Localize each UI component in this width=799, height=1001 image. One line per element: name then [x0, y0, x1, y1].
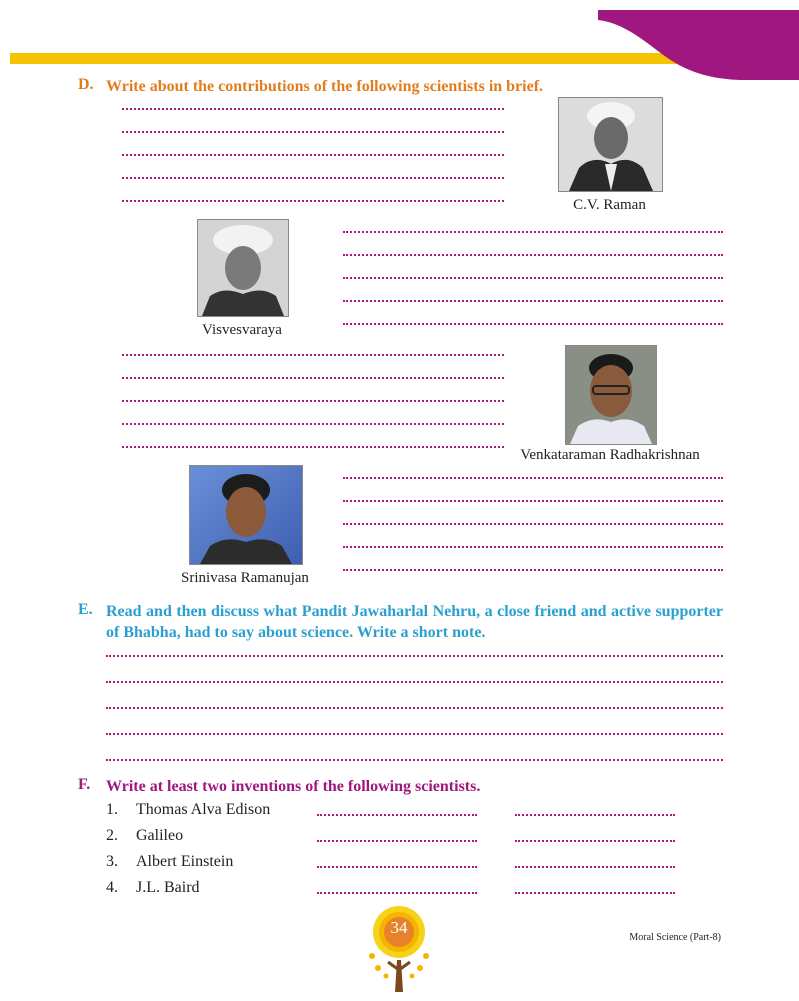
section-f-letter: F.: [78, 776, 91, 793]
ramanujan-photo: [189, 465, 303, 565]
writing-line[interactable]: [343, 546, 723, 548]
header-swoosh: [590, 0, 799, 80]
cv-raman-photo: [558, 97, 663, 192]
visvesvaraya-photo: [197, 219, 289, 317]
answer-line[interactable]: [317, 814, 477, 816]
answer-line[interactable]: [515, 892, 675, 894]
radhakrishnan-caption: Venkataraman Radhakrishnan: [520, 447, 700, 463]
answer-line[interactable]: [317, 892, 477, 894]
list-number: 1.: [106, 801, 118, 818]
writing-line[interactable]: [122, 400, 504, 402]
answer-line[interactable]: [515, 866, 675, 868]
page-number: 34: [390, 918, 408, 937]
writing-line[interactable]: [343, 277, 723, 279]
writing-line[interactable]: [106, 759, 723, 761]
writing-line[interactable]: [106, 707, 723, 709]
list-number: 3.: [106, 853, 118, 870]
scientist-name: Galileo: [136, 827, 184, 844]
writing-line[interactable]: [343, 323, 723, 325]
writing-line[interactable]: [122, 377, 504, 379]
writing-line[interactable]: [122, 446, 504, 448]
cv-raman-caption: C.V. Raman: [573, 197, 646, 213]
writing-line[interactable]: [122, 177, 504, 179]
writing-line[interactable]: [122, 154, 504, 156]
section-f-prompt: Write at least two inventions of the following scientists.: [106, 778, 481, 795]
writing-line[interactable]: [343, 254, 723, 256]
answer-line[interactable]: [317, 866, 477, 868]
radhakrishnan-photo: [565, 345, 657, 445]
book-title: Moral Science (Part-8): [629, 932, 721, 943]
answer-line[interactable]: [515, 840, 675, 842]
ramanujan-caption: Srinivasa Ramanujan: [181, 570, 309, 586]
writing-line[interactable]: [343, 569, 723, 571]
writing-line[interactable]: [343, 477, 723, 479]
writing-line[interactable]: [122, 200, 504, 202]
section-d-letter: D.: [78, 76, 94, 93]
writing-line[interactable]: [343, 231, 723, 233]
section-d-prompt: Write about the contributions of the following scientists in brief.: [106, 78, 544, 95]
answer-line[interactable]: [515, 814, 675, 816]
page-number-badge: [364, 904, 434, 996]
section-e-prompt: Read and then discuss what Pandit Jawaharlal Nehru, a close friend and active supporter of Bhabha, had to say about science. Write a short note.: [106, 603, 723, 641]
answer-line[interactable]: [317, 840, 477, 842]
writing-line[interactable]: [122, 108, 504, 110]
writing-line[interactable]: [343, 300, 723, 302]
scientist-name: Albert Einstein: [136, 853, 234, 870]
writing-line[interactable]: [122, 131, 504, 133]
list-number: 4.: [106, 879, 118, 896]
writing-line[interactable]: [343, 500, 723, 502]
list-number: 2.: [106, 827, 118, 844]
writing-line[interactable]: [122, 423, 504, 425]
writing-line[interactable]: [343, 523, 723, 525]
section-e-letter: E.: [78, 601, 93, 618]
scientist-name: J.L. Baird: [136, 879, 200, 896]
visvesvaraya-caption: Visvesvaraya: [202, 322, 282, 338]
writing-line[interactable]: [106, 733, 723, 735]
scientist-name: Thomas Alva Edison: [136, 801, 271, 818]
writing-line[interactable]: [106, 655, 723, 657]
writing-line[interactable]: [122, 354, 504, 356]
writing-line[interactable]: [106, 681, 723, 683]
